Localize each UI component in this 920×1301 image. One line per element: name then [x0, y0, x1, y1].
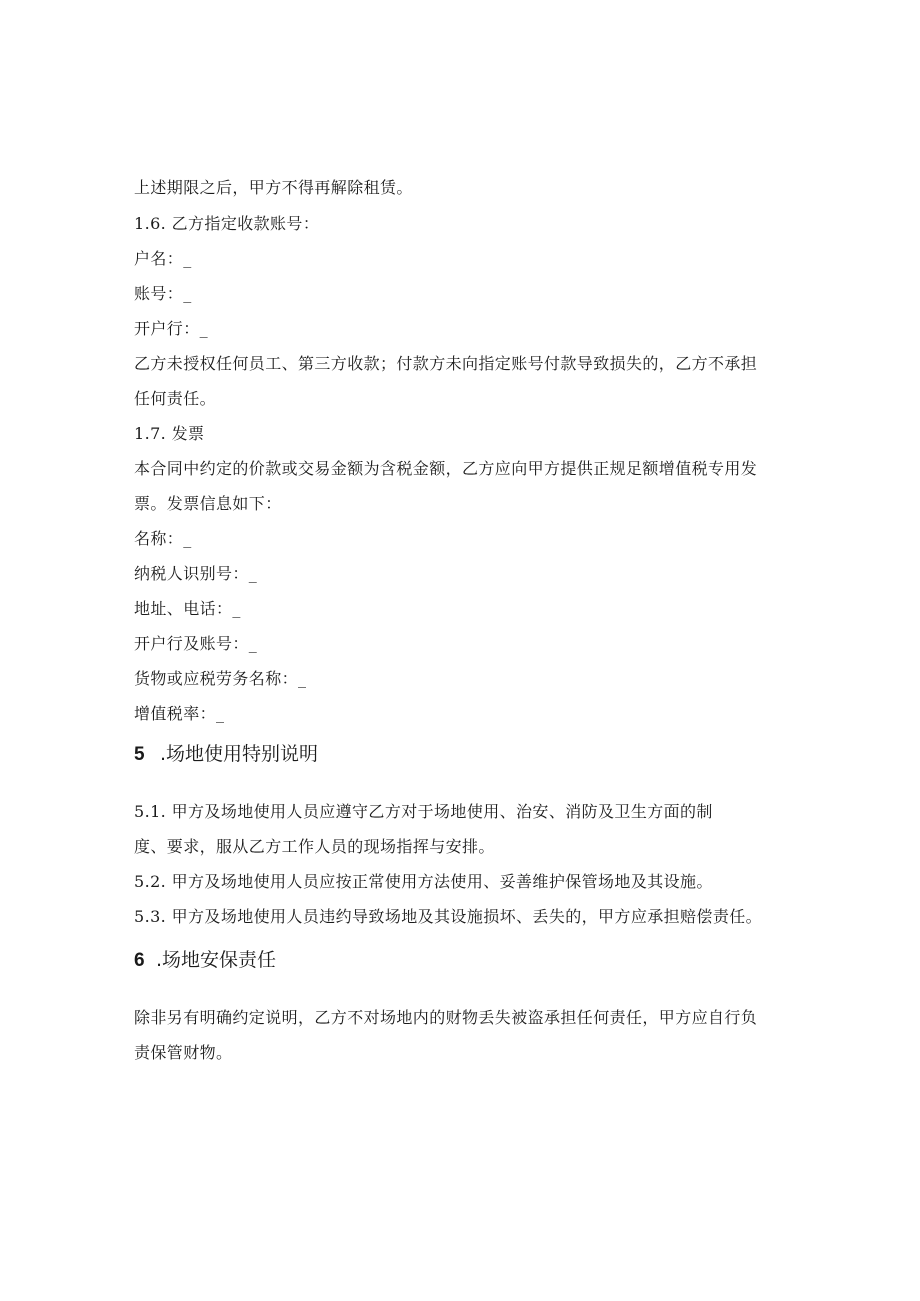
paragraph-line: 本合同中约定的价款或交易金额为含税金额，乙方应向甲方提供正规足额增值税专用发: [134, 459, 758, 478]
paragraph-line: 度、要求，服从乙方工作人员的现场指挥与安排。: [134, 837, 495, 856]
bank-line: 开户行：_: [134, 319, 209, 338]
clause-5-2-line: 5.2. 甲方及场地使用人员应按正常使用方法使用、妥善维护保管场地及其设施。: [134, 872, 713, 891]
section-5-title: .场地使用特别说明: [160, 743, 319, 765]
clause-1-7-heading: 1.7. 发票: [134, 424, 205, 443]
goods-services-line: 货物或应税劳务名称：_: [134, 669, 307, 688]
paragraph-line: 乙方未授权任何员工、第三方收款；付款方未向指定账号付款导致损失的，乙方不承担: [134, 354, 758, 373]
account-name-line: 户名：_: [134, 249, 192, 268]
section-6-heading: [134, 948, 276, 973]
section-6-number: 6: [134, 950, 145, 971]
invoice-name-line: 名称：_: [134, 529, 192, 548]
bank-account-line: 开户行及账号：_: [134, 634, 258, 653]
section-5-number: 5: [134, 744, 145, 765]
vat-rate-line: 增值税率：_: [134, 704, 225, 723]
clause-5-3-line: 5.3. 甲方及场地使用人员违约导致场地及其设施损坏、丢失的，甲方应承担赔偿责任。: [134, 907, 763, 926]
paragraph-line: 除非另有明确约定说明，乙方不对场地内的财物丢失被盗承担任何责任，甲方应自行负: [134, 1008, 758, 1027]
paragraph-line: 上述期限之后，甲方不得再解除租赁。: [134, 178, 413, 197]
section-6-title: .场地安保责任: [156, 949, 277, 971]
address-phone-line: 地址、电话：_: [134, 599, 241, 618]
taxpayer-id-line: 纳税人识别号：_: [134, 564, 258, 583]
paragraph-line: 责保管财物。: [134, 1043, 233, 1062]
paragraph-line: 票。发票信息如下：: [134, 494, 282, 513]
clause-1-6-heading: 1.6. 乙方指定收款账号：: [134, 214, 320, 233]
account-number-line: 账号：_: [134, 284, 192, 303]
clause-5-1-line: 5.1. 甲方及场地使用人员应遵守乙方对于场地使用、治安、消防及卫生方面的制: [134, 802, 713, 821]
section-5-heading: [134, 742, 318, 767]
paragraph-line: 任何责任。: [134, 389, 217, 408]
